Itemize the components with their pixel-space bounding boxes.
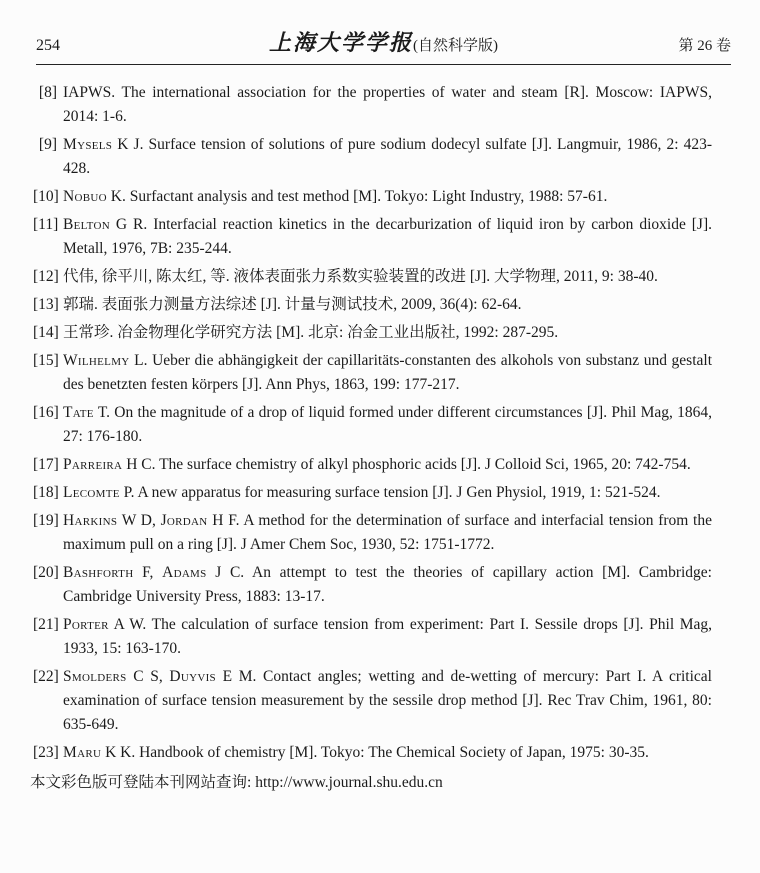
reference-text: IAPWS. The international association for the properties of water and steam [R]. Moscow: IAPWS, 2014: 1-6.	[63, 84, 712, 125]
reference-label: [9]	[38, 136, 57, 153]
reference-entry	[33, 453, 712, 477]
reference-text: Harkins W D, Jordan H F. A method for the determination of surface and interfacial tension from the maximum pull on a ring [J]. J Amer Chem Soc, 1930, 52: 1751-1772.	[63, 512, 712, 553]
reference-entry	[33, 481, 712, 505]
reference-label: [20]	[33, 564, 59, 581]
reference-label: [8]	[38, 84, 57, 101]
reference-entry	[33, 401, 712, 449]
reference-text: 代伟, 徐平川, 陈太红, 等. 液体表面张力系数实验装置的改进 [J]. 大学物理, 2011, 9: 38-40.	[63, 268, 658, 285]
reference-entry	[33, 133, 712, 181]
reference-text: Tate T. On the magnitude of a drop of liquid formed under different circumstances [J]. Phil Mag, 1864, 27: 176-180.	[63, 404, 712, 445]
reference-entry	[33, 293, 712, 317]
reference-entry	[33, 81, 712, 129]
volume-label: 第 26 卷	[678, 38, 731, 54]
reference-label: [22]	[33, 668, 59, 685]
reference-entry	[33, 185, 712, 209]
footer-note-text: 本文彩色版可登陆本刊网站查询:	[30, 774, 256, 791]
references-list	[33, 81, 712, 765]
reference-text: Maru K K. Handbook of chemistry [M]. Tokyo: The Chemical Society of Japan, 1975: 30-35.	[63, 744, 649, 761]
reference-entry	[33, 741, 712, 765]
reference-entry	[33, 321, 712, 345]
journal-url: http://www.journal.shu.edu.cn	[255, 774, 443, 791]
journal-subtitle: (自然科学版)	[413, 38, 498, 54]
scanned-paper-page	[0, 26, 760, 873]
reference-entry	[33, 349, 712, 397]
reference-label: [23]	[33, 744, 59, 761]
reference-label: [14]	[33, 324, 59, 341]
reference-entry	[33, 213, 712, 261]
reference-label: [16]	[33, 404, 59, 421]
journal-title: 上海大学学报	[268, 30, 413, 56]
journal-title-block	[96, 26, 671, 57]
reference-text: Wilhelmy L. Ueber die abhängigkeit der capillaritäts-constanten des alkohols von substanz und gestalt des benetzten festen körpers [J]. Ann Phys, 1863, 199: 177-217.	[63, 352, 712, 393]
reference-entry	[33, 613, 712, 661]
running-head	[36, 26, 731, 65]
reference-entry	[33, 665, 712, 737]
reference-entry	[33, 265, 712, 289]
reference-text: Smolders C S, Duyvis E M. Contact angles; wetting and de-wetting of mercury: Part I. A critical examination of surface tension measurement by the sessile drop method [J]. Rec Trav Chim, 1961, 80: 635-649.	[63, 668, 712, 733]
reference-label: [10]	[33, 188, 59, 205]
reference-label: [18]	[33, 484, 59, 501]
reference-entry	[33, 509, 712, 557]
reference-entry	[33, 561, 712, 609]
footer-note	[0, 771, 760, 795]
page-number: 254	[36, 37, 60, 54]
reference-text: 王常珍. 冶金物理化学研究方法 [M]. 北京: 冶金工业出版社, 1992: 287-295.	[63, 324, 559, 341]
reference-text: Nobuo K. Surfactant analysis and test method [M]. Tokyo: Light Industry, 1988: 57-61.	[63, 188, 608, 205]
reference-text: Mysels K J. Surface tension of solutions of pure sodium dodecyl sulfate [J]. Langmuir, 1986, 2: 423-428.	[63, 136, 712, 177]
reference-text: 郭瑞. 表面张力测量方法综述 [J]. 计量与测试技术, 2009, 36(4): 62-64.	[63, 296, 522, 313]
reference-text: Belton G R. Interfacial reaction kinetics in the decarburization of liquid iron by carbon dioxide [J]. Metall, 1976, 7B: 235-244.	[63, 216, 712, 257]
reference-text: Lecomte P. A new apparatus for measuring surface tension [J]. J Gen Physiol, 1919, 1: 521-524.	[63, 484, 661, 501]
reference-text: Bashforth F, Adams J C. An attempt to test the theories of capillary action [M]. Cambridge: Cambridge University Press, 1883: 13-17.	[63, 564, 712, 605]
reference-label: [15]	[33, 352, 59, 369]
reference-label: [17]	[33, 456, 59, 473]
reference-text: Parreira H C. The surface chemistry of alkyl phosphoric acids [J]. J Colloid Sci, 1965, 20: 742-754.	[63, 456, 691, 473]
reference-label: [19]	[33, 512, 59, 529]
reference-label: [11]	[33, 216, 59, 233]
reference-label: [13]	[33, 296, 59, 313]
reference-label: [21]	[33, 616, 59, 633]
reference-label: [12]	[33, 268, 59, 285]
reference-text: Porter A W. The calculation of surface tension from experiment: Part I. Sessile drops [J]. Phil Mag, 1933, 15: 163-170.	[63, 616, 712, 657]
